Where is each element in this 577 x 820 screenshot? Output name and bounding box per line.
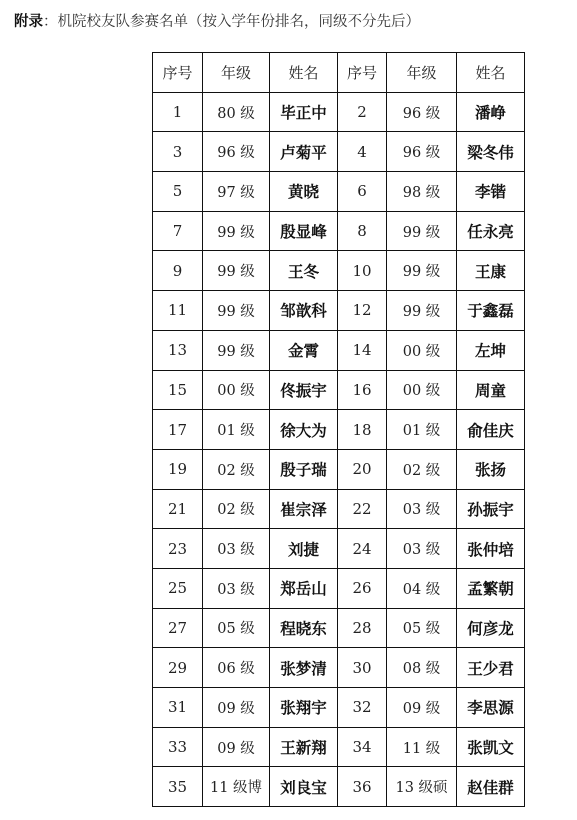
cell-index-left: 7 bbox=[153, 211, 203, 251]
cell-index-left: 29 bbox=[153, 648, 203, 688]
cell-index-left: 11 bbox=[153, 291, 203, 331]
cell-name-left: 卢菊平 bbox=[270, 132, 338, 172]
cell-name-left: 崔宗泽 bbox=[270, 489, 338, 529]
cell-name-left: 郑岳山 bbox=[270, 568, 338, 608]
cell-grade-right: 05 级 bbox=[387, 608, 457, 648]
cell-index-right: 24 bbox=[338, 529, 387, 569]
cell-grade-right: 04 级 bbox=[387, 568, 457, 608]
cell-name-left: 程晓东 bbox=[270, 608, 338, 648]
roster-table bbox=[152, 52, 525, 807]
cell-grade-left: 97 级 bbox=[203, 172, 270, 212]
cell-index-left: 3 bbox=[153, 132, 203, 172]
cell-name-left: 邹歆科 bbox=[270, 291, 338, 331]
cell-index-left: 19 bbox=[153, 449, 203, 489]
cell-grade-left: 05 级 bbox=[203, 608, 270, 648]
cell-index-right: 32 bbox=[338, 688, 387, 728]
table-row bbox=[153, 529, 525, 569]
table-row bbox=[153, 211, 525, 251]
cell-index-right: 18 bbox=[338, 410, 387, 450]
cell-index-right: 4 bbox=[338, 132, 387, 172]
cell-name-right: 张仲培 bbox=[457, 529, 525, 569]
cell-index-right: 10 bbox=[338, 251, 387, 291]
cell-grade-right: 03 级 bbox=[387, 529, 457, 569]
cell-name-right: 俞佳庆 bbox=[457, 410, 525, 450]
cell-index-left: 31 bbox=[153, 688, 203, 728]
cell-index-left: 15 bbox=[153, 370, 203, 410]
cell-grade-right: 98 级 bbox=[387, 172, 457, 212]
cell-name-left: 刘良宝 bbox=[270, 767, 338, 807]
cell-grade-left: 01 级 bbox=[203, 410, 270, 450]
cell-grade-right: 11 级 bbox=[387, 727, 457, 767]
header-name-right: 姓名 bbox=[457, 53, 525, 93]
cell-index-left: 13 bbox=[153, 330, 203, 370]
appendix-label: 附录 bbox=[14, 14, 43, 30]
cell-name-left: 殷显峰 bbox=[270, 211, 338, 251]
cell-index-left: 5 bbox=[153, 172, 203, 212]
cell-name-left: 金霄 bbox=[270, 330, 338, 370]
appendix-colon: ： bbox=[43, 14, 58, 30]
cell-index-right: 34 bbox=[338, 727, 387, 767]
cell-name-right: 何彦龙 bbox=[457, 608, 525, 648]
cell-index-left: 9 bbox=[153, 251, 203, 291]
cell-grade-right: 99 级 bbox=[387, 251, 457, 291]
header-row bbox=[153, 53, 525, 93]
table-row bbox=[153, 291, 525, 331]
table-row bbox=[153, 132, 525, 172]
cell-index-left: 25 bbox=[153, 568, 203, 608]
header-index-left: 序号 bbox=[153, 53, 203, 93]
cell-grade-left: 99 级 bbox=[203, 211, 270, 251]
cell-grade-right: 09 级 bbox=[387, 688, 457, 728]
cell-grade-left: 02 级 bbox=[203, 449, 270, 489]
cell-grade-right: 00 级 bbox=[387, 370, 457, 410]
cell-grade-right: 99 级 bbox=[387, 291, 457, 331]
table-row bbox=[153, 648, 525, 688]
cell-name-left: 毕正中 bbox=[270, 92, 338, 132]
cell-grade-right: 96 级 bbox=[387, 92, 457, 132]
cell-grade-right: 13 级硕 bbox=[387, 767, 457, 807]
cell-index-right: 28 bbox=[338, 608, 387, 648]
cell-grade-right: 08 级 bbox=[387, 648, 457, 688]
cell-name-right: 赵佳群 bbox=[457, 767, 525, 807]
table-row bbox=[153, 410, 525, 450]
cell-index-right: 20 bbox=[338, 449, 387, 489]
cell-index-left: 17 bbox=[153, 410, 203, 450]
cell-index-right: 22 bbox=[338, 489, 387, 529]
table-row bbox=[153, 688, 525, 728]
cell-index-left: 27 bbox=[153, 608, 203, 648]
cell-name-left: 刘捷 bbox=[270, 529, 338, 569]
cell-index-left: 21 bbox=[153, 489, 203, 529]
cell-grade-right: 96 级 bbox=[387, 132, 457, 172]
cell-name-right: 任永亮 bbox=[457, 211, 525, 251]
header-name-left: 姓名 bbox=[270, 53, 338, 93]
cell-name-left: 王新翔 bbox=[270, 727, 338, 767]
cell-grade-left: 00 级 bbox=[203, 370, 270, 410]
header-grade-right: 年级 bbox=[387, 53, 457, 93]
cell-name-left: 张翔宇 bbox=[270, 688, 338, 728]
appendix-caption bbox=[14, 10, 420, 31]
cell-index-right: 6 bbox=[338, 172, 387, 212]
cell-grade-right: 01 级 bbox=[387, 410, 457, 450]
cell-grade-left: 99 级 bbox=[203, 251, 270, 291]
cell-name-right: 周童 bbox=[457, 370, 525, 410]
table-row bbox=[153, 449, 525, 489]
cell-name-left: 黄晓 bbox=[270, 172, 338, 212]
cell-name-left: 佟振宇 bbox=[270, 370, 338, 410]
table-row bbox=[153, 608, 525, 648]
cell-name-left: 张梦清 bbox=[270, 648, 338, 688]
table-row bbox=[153, 370, 525, 410]
table-row bbox=[153, 727, 525, 767]
table-row bbox=[153, 172, 525, 212]
cell-index-left: 35 bbox=[153, 767, 203, 807]
table-row bbox=[153, 92, 525, 132]
cell-name-right: 潘峥 bbox=[457, 92, 525, 132]
cell-index-right: 26 bbox=[338, 568, 387, 608]
table-row bbox=[153, 489, 525, 529]
cell-name-right: 李思源 bbox=[457, 688, 525, 728]
cell-name-right: 梁冬伟 bbox=[457, 132, 525, 172]
cell-index-right: 36 bbox=[338, 767, 387, 807]
cell-grade-left: 99 级 bbox=[203, 330, 270, 370]
cell-index-right: 30 bbox=[338, 648, 387, 688]
cell-name-right: 李锴 bbox=[457, 172, 525, 212]
cell-index-right: 12 bbox=[338, 291, 387, 331]
cell-grade-right: 99 级 bbox=[387, 211, 457, 251]
cell-grade-left: 80 级 bbox=[203, 92, 270, 132]
cell-grade-left: 06 级 bbox=[203, 648, 270, 688]
cell-name-left: 徐大为 bbox=[270, 410, 338, 450]
cell-name-left: 王冬 bbox=[270, 251, 338, 291]
cell-grade-left: 03 级 bbox=[203, 568, 270, 608]
appendix-title: 机院校友队参赛名单（按入学年份排名，同级不分先后） bbox=[57, 14, 420, 30]
cell-name-right: 孟繁朝 bbox=[457, 568, 525, 608]
cell-index-right: 2 bbox=[338, 92, 387, 132]
header-index-right: 序号 bbox=[338, 53, 387, 93]
roster-table-body bbox=[153, 53, 525, 807]
cell-grade-left: 11 级博 bbox=[203, 767, 270, 807]
cell-grade-left: 09 级 bbox=[203, 688, 270, 728]
cell-grade-left: 96 级 bbox=[203, 132, 270, 172]
cell-grade-left: 09 级 bbox=[203, 727, 270, 767]
table-row bbox=[153, 767, 525, 807]
cell-name-right: 张扬 bbox=[457, 449, 525, 489]
cell-grade-right: 03 级 bbox=[387, 489, 457, 529]
cell-name-right: 张凯文 bbox=[457, 727, 525, 767]
table-row bbox=[153, 330, 525, 370]
cell-name-right: 于鑫磊 bbox=[457, 291, 525, 331]
cell-grade-left: 02 级 bbox=[203, 489, 270, 529]
cell-index-left: 23 bbox=[153, 529, 203, 569]
header-grade-left: 年级 bbox=[203, 53, 270, 93]
cell-grade-right: 02 级 bbox=[387, 449, 457, 489]
cell-index-right: 16 bbox=[338, 370, 387, 410]
cell-name-right: 王少君 bbox=[457, 648, 525, 688]
cell-name-right: 左坤 bbox=[457, 330, 525, 370]
cell-name-left: 殷子瑞 bbox=[270, 449, 338, 489]
table-row bbox=[153, 568, 525, 608]
cell-grade-left: 99 级 bbox=[203, 291, 270, 331]
cell-index-left: 1 bbox=[153, 92, 203, 132]
table-row bbox=[153, 251, 525, 291]
cell-name-right: 孙振宇 bbox=[457, 489, 525, 529]
cell-grade-left: 03 级 bbox=[203, 529, 270, 569]
cell-grade-right: 00 级 bbox=[387, 330, 457, 370]
cell-index-right: 8 bbox=[338, 211, 387, 251]
cell-index-right: 14 bbox=[338, 330, 387, 370]
cell-name-right: 王康 bbox=[457, 251, 525, 291]
cell-index-left: 33 bbox=[153, 727, 203, 767]
